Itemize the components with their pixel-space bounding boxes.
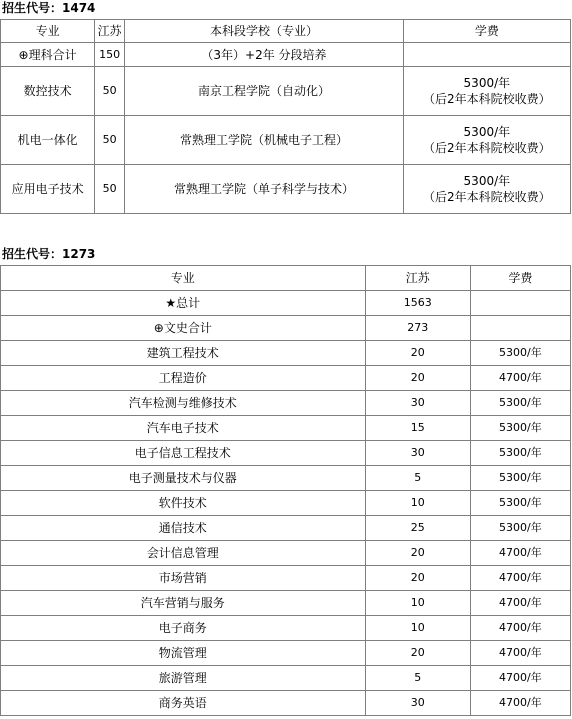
count-cell: 273 [365,316,470,341]
count-cell: 10 [365,616,470,641]
count-cell: 5 [365,466,470,491]
major-cell: 汽车营销与服务 [1,591,366,616]
major-cell: 电子信息工程技术 [1,441,366,466]
table-row [1,366,571,391]
total-row [1,291,571,316]
major-cell: 旅游管理 [1,666,366,691]
major-cell: 汽车检测与维修技术 [1,391,366,416]
table-row [1,67,571,116]
section-2-table [0,265,571,716]
fee-cell: 4700/年 [470,691,570,716]
fee-cell: 5300/年 [470,416,570,441]
header-major: 专业 [1,20,95,43]
count-cell: 10 [365,491,470,516]
fee-cell: 4700/年 [470,591,570,616]
major-cell: 软件技术 [1,491,366,516]
count-cell: 20 [365,541,470,566]
count-cell: 50 [95,116,125,165]
table-row [1,416,571,441]
fee-cell: 5300/年 [470,441,570,466]
fee-cell: 5300/年 [470,491,570,516]
fee-amount: 5300/年 [463,125,511,139]
fee-cell [470,291,570,316]
section-1-heading: 招生代号：1474 [2,1,96,15]
fee-cell: 5300/年 [470,391,570,416]
major-cell: 电子商务 [1,616,366,641]
count-cell: 30 [365,691,470,716]
table-row [1,116,571,165]
table-row [1,466,571,491]
table-row [1,691,571,716]
count-cell: 20 [365,566,470,591]
fee-cell: 4700/年 [470,566,570,591]
table-row [1,591,571,616]
fee-cell [470,316,570,341]
major-cell: 市场营销 [1,566,366,591]
subtotal-row [1,316,571,341]
fee-cell: 4700/年 [470,541,570,566]
fee-cell: 4700/年 [470,641,570,666]
fee-cell: 5300/年 [470,466,570,491]
table-row [1,165,571,214]
fee-cell [403,67,570,116]
count-cell: 15 [365,416,470,441]
table-row [1,666,571,691]
major-cell: 商务英语 [1,691,366,716]
major-cell: ★总计 [1,291,366,316]
fee-cell [403,165,570,214]
major-cell: 物流管理 [1,641,366,666]
count-cell: 1563 [365,291,470,316]
major-cell: 机电一体化 [1,116,95,165]
table-row [1,441,571,466]
count-cell: 20 [365,366,470,391]
fee-cell [403,43,570,67]
school-cell: （3年）+2年 分段培养 [125,43,403,67]
fee-cell: 5300/年 [470,516,570,541]
table-row [1,566,571,591]
table-header-row [1,20,571,43]
fee-note: （后2年本科院校收费） [423,190,551,204]
major-cell: 通信技术 [1,516,366,541]
count-cell: 30 [365,441,470,466]
major-cell: ⊕文史合计 [1,316,366,341]
header-school: 本科段学校（专业） [125,20,403,43]
fee-cell: 5300/年 [470,341,570,366]
section-2-rows [1,341,571,716]
count-cell: 20 [365,641,470,666]
major-cell: 工程造价 [1,366,366,391]
count-cell: 50 [95,67,125,116]
school-cell: 常熟理工学院（单子科学与技术） [125,165,403,214]
summary-row [1,43,571,67]
fee-cell: 4700/年 [470,666,570,691]
major-cell: 应用电子技术 [1,165,95,214]
section-2-heading: 招生代号：1273 [2,247,96,261]
major-cell: 汽车电子技术 [1,416,366,441]
major-cell: 建筑工程技术 [1,341,366,366]
major-cell: 电子测量技术与仪器 [1,466,366,491]
table-header-row [1,266,571,291]
count-cell: 30 [365,391,470,416]
count-cell: 150 [95,43,125,67]
fee-note: （后2年本科院校收费） [423,92,551,106]
header-major: 专业 [1,266,366,291]
header-jiangsu: 江苏 [95,20,125,43]
table-row [1,541,571,566]
table-row [1,516,571,541]
fee-cell: 4700/年 [470,366,570,391]
school-cell: 常熟理工学院（机械电子工程） [125,116,403,165]
school-cell: 南京工程学院（自动化） [125,67,403,116]
fee-cell: 4700/年 [470,616,570,641]
fee-amount: 5300/年 [463,76,511,90]
table-row [1,641,571,666]
table-row [1,616,571,641]
count-cell: 10 [365,591,470,616]
table-row [1,491,571,516]
count-cell: 25 [365,516,470,541]
count-cell: 50 [95,165,125,214]
fee-amount: 5300/年 [463,174,511,188]
count-cell: 20 [365,341,470,366]
major-cell: 会计信息管理 [1,541,366,566]
major-cell: ⊕理科合计 [1,43,95,67]
table-row [1,341,571,366]
major-cell: 数控技术 [1,67,95,116]
count-cell: 5 [365,666,470,691]
header-fee: 学费 [470,266,570,291]
table-row [1,391,571,416]
header-fee: 学费 [403,20,570,43]
fee-note: （后2年本科院校收费） [423,141,551,155]
fee-cell [403,116,570,165]
section-1-table [0,19,571,214]
header-jiangsu: 江苏 [365,266,470,291]
